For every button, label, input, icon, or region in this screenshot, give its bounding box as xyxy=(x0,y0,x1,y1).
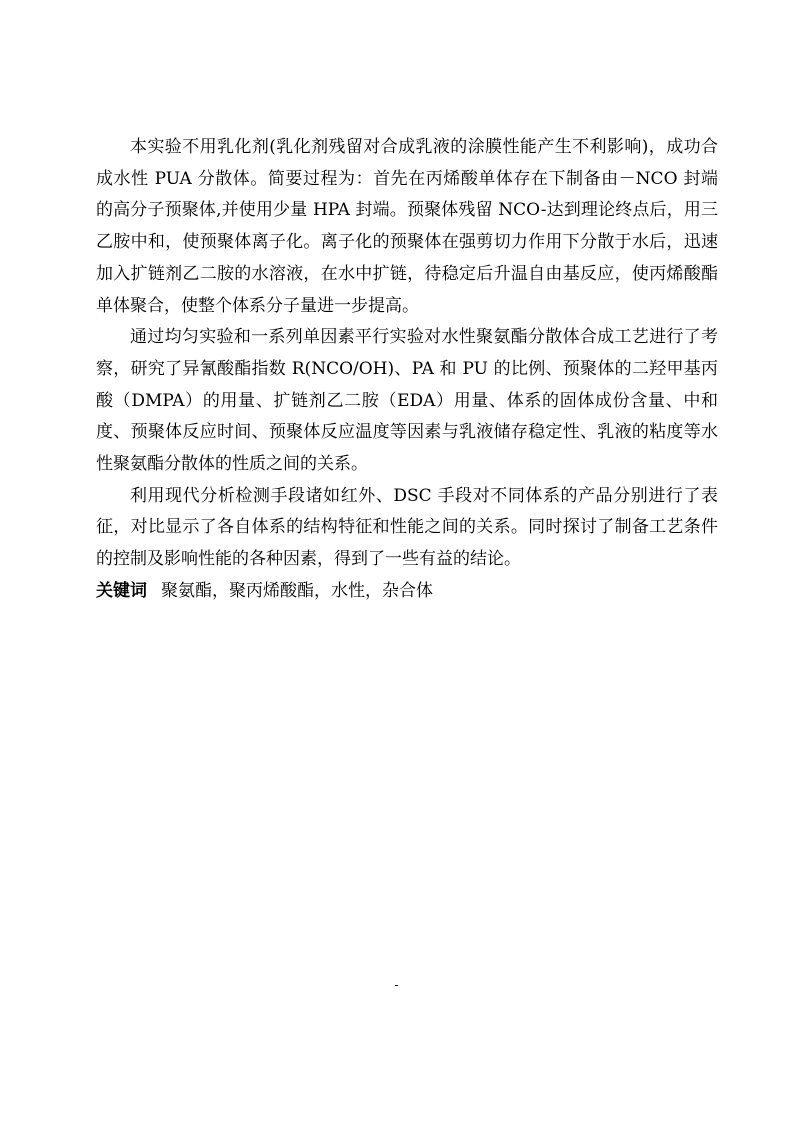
abstract-paragraph-3: 利用现代分析检测手段诸如红外、DSC 手段对不同体系的产品分别进行了表征，对比显示了各自体系的结构特征和性能之间的关系。同时探讨了制备工艺条件的控制及影响性能的各种因素，得到了一些有益的结论。 xyxy=(96,485,718,570)
keywords-text: 聚氨酯，聚丙烯酸酯，水性，杂合体 xyxy=(161,580,433,601)
abstract-paragraph-2: 通过均匀实验和一系列单因素平行实验对水性聚氨酯分散体合成工艺进行了考察，研究了异氰酸酯指数 R(NCO/OH)、PA 和 PU 的比例、预聚体的二羟甲基丙酸（DMPA）的用量、扩链剂乙二胺（EDA）用量、体系的固体成份含量、中和度、预聚体反应时间、预聚体反应温度等因素与乳液储存稳定性、乳液的粘度等水性聚氨酯分散体的性质之间的关系。 xyxy=(96,327,718,475)
document-body xyxy=(96,132,718,608)
abstract-paragraph-1: 本实验不用乳化剂(乳化剂残留对合成乳液的涂膜性能产生不利影响)，成功合成水性 PUA 分散体。简要过程为：首先在丙烯酸单体存在下制备由－NCO 封端的高分子预聚体,并使用少量 HPA 封端。预聚体残留 NCO-达到理论终点后，用三乙胺中和，使预聚体离子化。离子化的预聚体在强剪切力作用下分散于水后，迅速加入扩链剂乙二胺的水溶液，在水中扩链，待稳定后升温自由基反应，使丙烯酸酯单体聚合，使整个体系分子量进一步提高。 xyxy=(96,137,718,316)
page-number-mark: - xyxy=(394,978,399,992)
keywords-label: 关键词 xyxy=(96,580,147,601)
keywords-line xyxy=(96,576,718,608)
